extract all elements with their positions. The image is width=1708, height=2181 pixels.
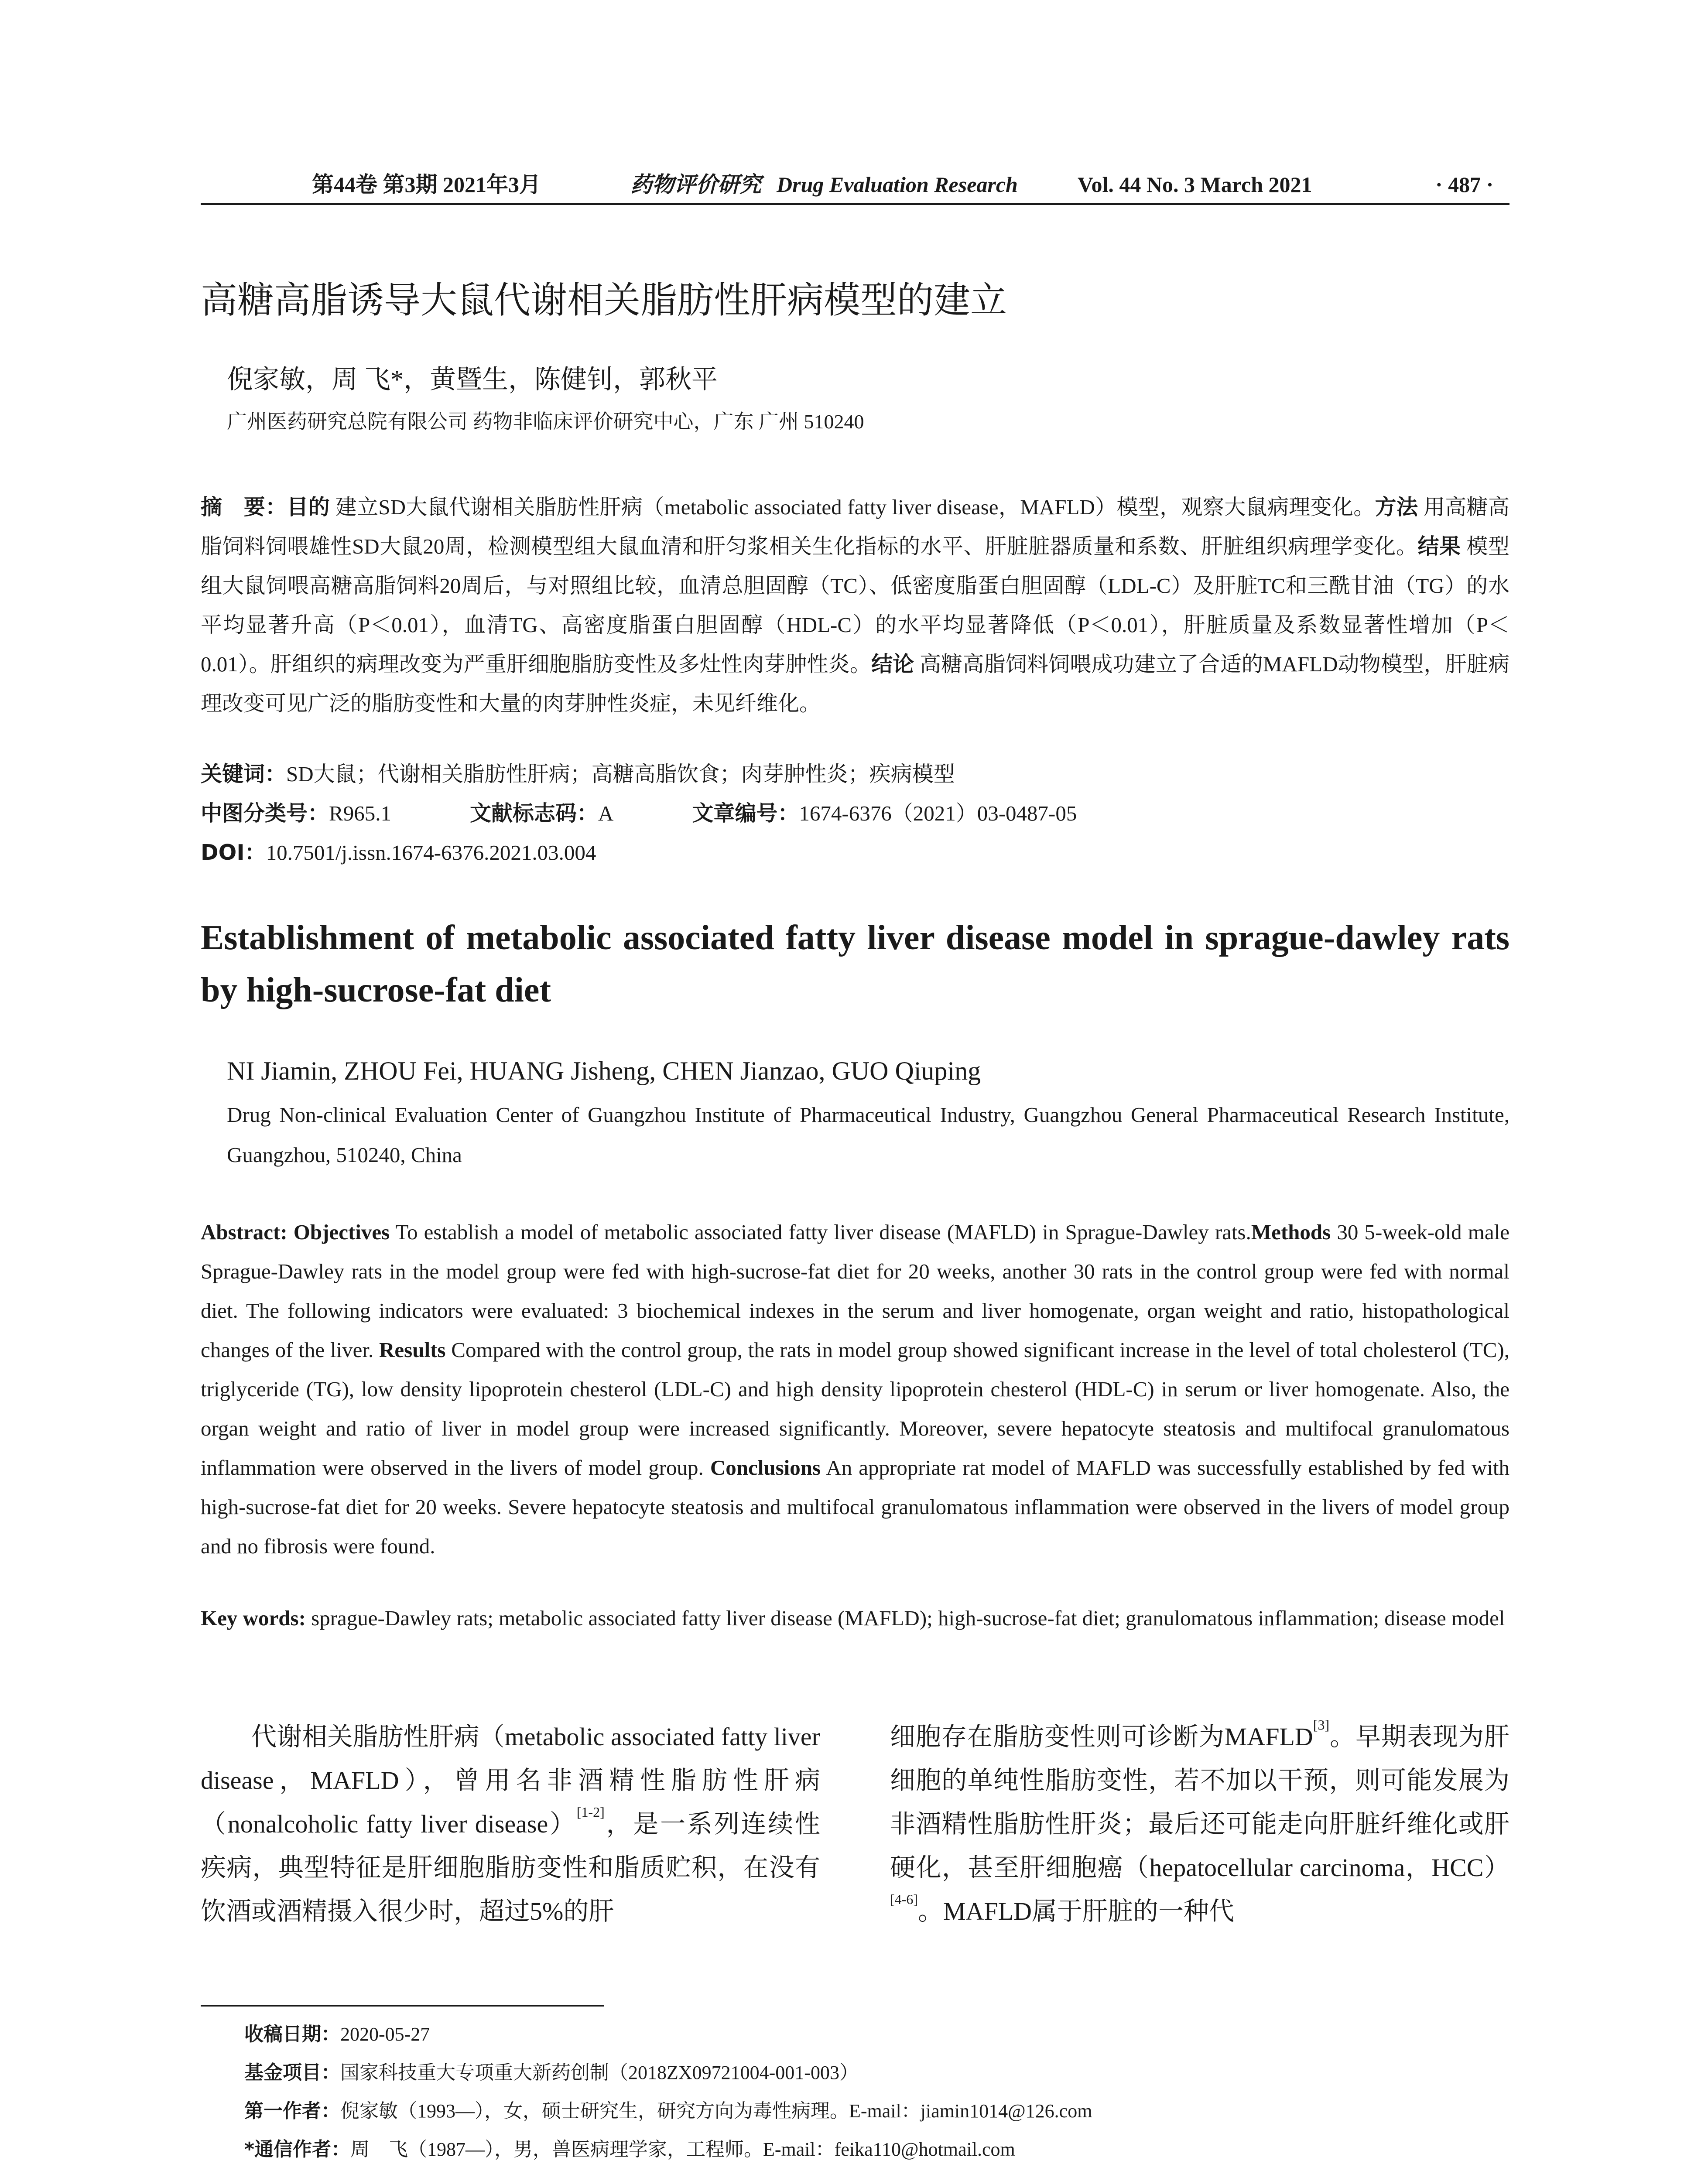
- running-head-volume-en: Vol. 44 No. 3 March 2021: [1078, 172, 1312, 197]
- citation-1-2: [1-2]: [576, 1804, 605, 1820]
- footnote-corresponding: [244, 2130, 1092, 2169]
- footnote-received: [244, 2015, 1092, 2054]
- chinese-abstract: [201, 488, 1509, 723]
- en-conclusions-text: An appropriate rat model of MAFLD was successfully established by fed with high-sucrose-fat diet for 20 weeks. Severe hepatocyte steatosis and multifocal granulomatous inflammation were observed in the livers of model group and no fibrosis were found.: [201, 1456, 1509, 1558]
- body-right-text-b: 。早期表现为肝细胞的单纯性脂肪变性，若不加以干预，则可能发展为非酒精性脂肪性肝炎；最后还可能走向肝脏纤维化或肝硬化，甚至肝细胞癌（hepatocellular carcinoma，HCC）: [890, 1723, 1509, 1882]
- footnotes: [244, 2015, 1092, 2169]
- classification-line: [201, 796, 1077, 831]
- chinese-keywords: [201, 757, 955, 792]
- article-no-value: 1674-6376（2021）03-0487-05: [799, 801, 1077, 825]
- chinese-affiliation: 广州医药研究总院有限公司 药物非临床评价研究中心，广东 广州 510240: [227, 410, 864, 433]
- en-results-label: Results: [379, 1338, 446, 1362]
- doi-value: 10.7501/j.issn.1674-6376.2021.03.004: [266, 841, 596, 865]
- methods-text: 用高糖高脂饲料饲喂雄性SD大鼠20周，检测模型组大鼠血清和肝匀浆相关生化指标的水平、肝脏脏器质量和系数、肝脏组织病理学变化。: [201, 495, 1509, 558]
- running-head-journal-cn: 药物评价研究: [630, 172, 761, 197]
- objective-label: 目的: [287, 495, 330, 520]
- body-column-right: [890, 1715, 1509, 1933]
- english-authors: NI Jiamin, ZHOU Fei, HUANG Jisheng, CHEN Jianzao, GUO Qiuping: [227, 1056, 981, 1085]
- fund-text: 国家科技重大专项重大新药创制（2018ZX09721004-001-003）: [340, 2062, 859, 2083]
- english-keywords: [201, 1599, 1509, 1638]
- en-methods-text: 30 5-week-old male Sprague-Dawley rats in the model group were fed with high-sucrose-fat diet for 20 weeks, another 30 rats in the control group were fed with normal diet. The following indicators were evaluated: 3 biochemical indexes in the serum and liver homogenate, organ weight and ratio, histopathological changes of the liver.: [201, 1220, 1509, 1362]
- results-label: 结果: [1417, 534, 1461, 559]
- body-right-text-a: 细胞存在脂肪变性则可诊断为MAFLD: [890, 1723, 1313, 1751]
- header-rule: [201, 203, 1509, 205]
- clc-label: 中图分类号：: [201, 801, 329, 826]
- en-conclusions-label: Conclusions: [710, 1456, 821, 1480]
- corresponding-label: *通信作者：: [244, 2138, 351, 2160]
- english-title: Establishment of metabolic associated fatty liver disease model in sprague-dawley rats by high-sucrose-fat diet: [201, 919, 1509, 1009]
- en-keywords-label: Key words:: [201, 1606, 306, 1630]
- chinese-title: 高糖高脂诱导大鼠代谢相关脂肪性肝病模型的建立: [201, 279, 1007, 321]
- first-author-label: 第一作者：: [244, 2100, 340, 2122]
- running-head-journal-en: Drug Evaluation Research: [777, 172, 1018, 197]
- doc-code-label: 文献标志码：: [469, 801, 598, 826]
- en-methods-label: Methods: [1251, 1220, 1331, 1244]
- conclusion-label: 结论: [871, 652, 914, 677]
- doc-code-value: A: [598, 801, 614, 825]
- conclusion-text: 高糖高脂饲料饲喂成功建立了合适的MAFLD动物模型，肝脏病理改变可见广泛的脂肪变性和大量的肉芽肿性炎症，未见纤维化。: [201, 652, 1509, 715]
- objective-text: 建立SD大鼠代谢相关脂肪性肝病（metabolic associated fatty liver disease，MAFLD）模型，观察大鼠病理变化。: [330, 495, 1375, 519]
- running-head-volume-cn: 第44卷 第3期 2021年3月: [312, 172, 541, 197]
- footnote-first-author: [244, 2092, 1092, 2130]
- doi-label: DOI：: [201, 840, 266, 865]
- results-text: 模型组大鼠饲喂高糖高脂饲料20周后，与对照组比较，血清总胆固醇（TC）、低密度脂蛋白胆固醇（LDL-C）及肝脏TC和三酰甘油（TG）的水平均显著升高（P＜0.01），血清TG、高密度脂蛋白胆固醇（HDL-C）的水平均显著降低（P＜0.01），肝脏质量及系数显著性增加（P＜0.01）。肝组织的病理改变为严重肝细胞脂肪变性及多灶性肉芽肿性炎。: [201, 534, 1509, 676]
- running-head: [201, 169, 1509, 200]
- body-left-text-b: ，是一系列连续性疾病，典型特征是肝细胞脂肪变性和脂质贮积，在没有饮酒或酒精摄入很少时，超过5%的肝: [201, 1810, 820, 1925]
- fund-label: 基金项目：: [244, 2061, 340, 2084]
- abstract-label: 摘 要：: [201, 495, 287, 520]
- received-date: 2020-05-27: [340, 2024, 430, 2045]
- first-author-text: 倪家敏（1993—），女，硕士研究生，研究方向为毒性病理。E-mail：jiamin1014@126.com: [340, 2100, 1092, 2122]
- footnote-rule: [201, 2005, 604, 2007]
- body-right-text-c: 。MAFLD属于肝脏的一种代: [917, 1897, 1234, 1925]
- keywords-label: 关键词：: [201, 762, 287, 786]
- en-results-text: Compared with the control group, the rats in model group showed significant increase in the level of total cholesterol (TC), triglyceride (TG), low density lipoprotein chesterol (LDL-C) and high density lipoprotein chesterol (HDL-C) in serum or liver homogenate. Also, the organ weight and ratio of liver in model group were increased significantly. Moreover, severe hepatocyte steatosis and multifocal granulomatous inflammation were observed in the livers of model group.: [201, 1338, 1509, 1480]
- chinese-authors: 倪家敏，周 飞*，黄暨生，陈健钊，郭秋平: [227, 365, 718, 394]
- methods-label: 方法: [1375, 495, 1418, 520]
- en-keywords-text: sprague-Dawley rats; metabolic associated fatty liver disease (MAFLD); high-sucrose-fat diet; granulomatous inflammation; disease model: [305, 1606, 1505, 1630]
- article-no-label: 文章编号：: [692, 801, 799, 826]
- page-number: · 487 ·: [1435, 172, 1494, 197]
- citation-4-6: [4-6]: [890, 1891, 918, 1907]
- body-column-left: [201, 1715, 820, 1933]
- english-affiliation: Drug Non-clinical Evaluation Center of Guangzhou Institute of Pharmaceutical Industry, Guangzhou General Pharmaceutical Research Institute, Guangzhou, 510240, China: [227, 1103, 1509, 1167]
- corresponding-text: 周 飞（1987—），男，兽医病理学家，工程师。E-mail：feika110@hotmail.com: [350, 2139, 1015, 2160]
- keywords-text: SD大鼠；代谢相关脂肪性肝病；高糖高脂饮食；肉芽肿性炎；疾病模型: [286, 762, 955, 786]
- received-label: 收稿日期：: [244, 2023, 340, 2045]
- english-abstract: [201, 1213, 1509, 1566]
- doi-line: [201, 835, 596, 870]
- en-abstract-label: Abstract: Objectives: [201, 1220, 390, 1244]
- citation-3: [3]: [1313, 1717, 1330, 1733]
- body-left-text-a: 代谢相关脂肪性肝病（metabolic associated fatty liver disease，MAFLD），曾用名非酒精性脂肪性肝病（nonalcoholic fatty liver disease）: [201, 1723, 820, 1838]
- en-objectives-text: To establish a model of metabolic associated fatty liver disease (MAFLD) in Sprague-Dawley rats.: [390, 1220, 1251, 1244]
- footnote-fund: [244, 2054, 1092, 2092]
- clc-value: R965.1: [329, 801, 391, 825]
